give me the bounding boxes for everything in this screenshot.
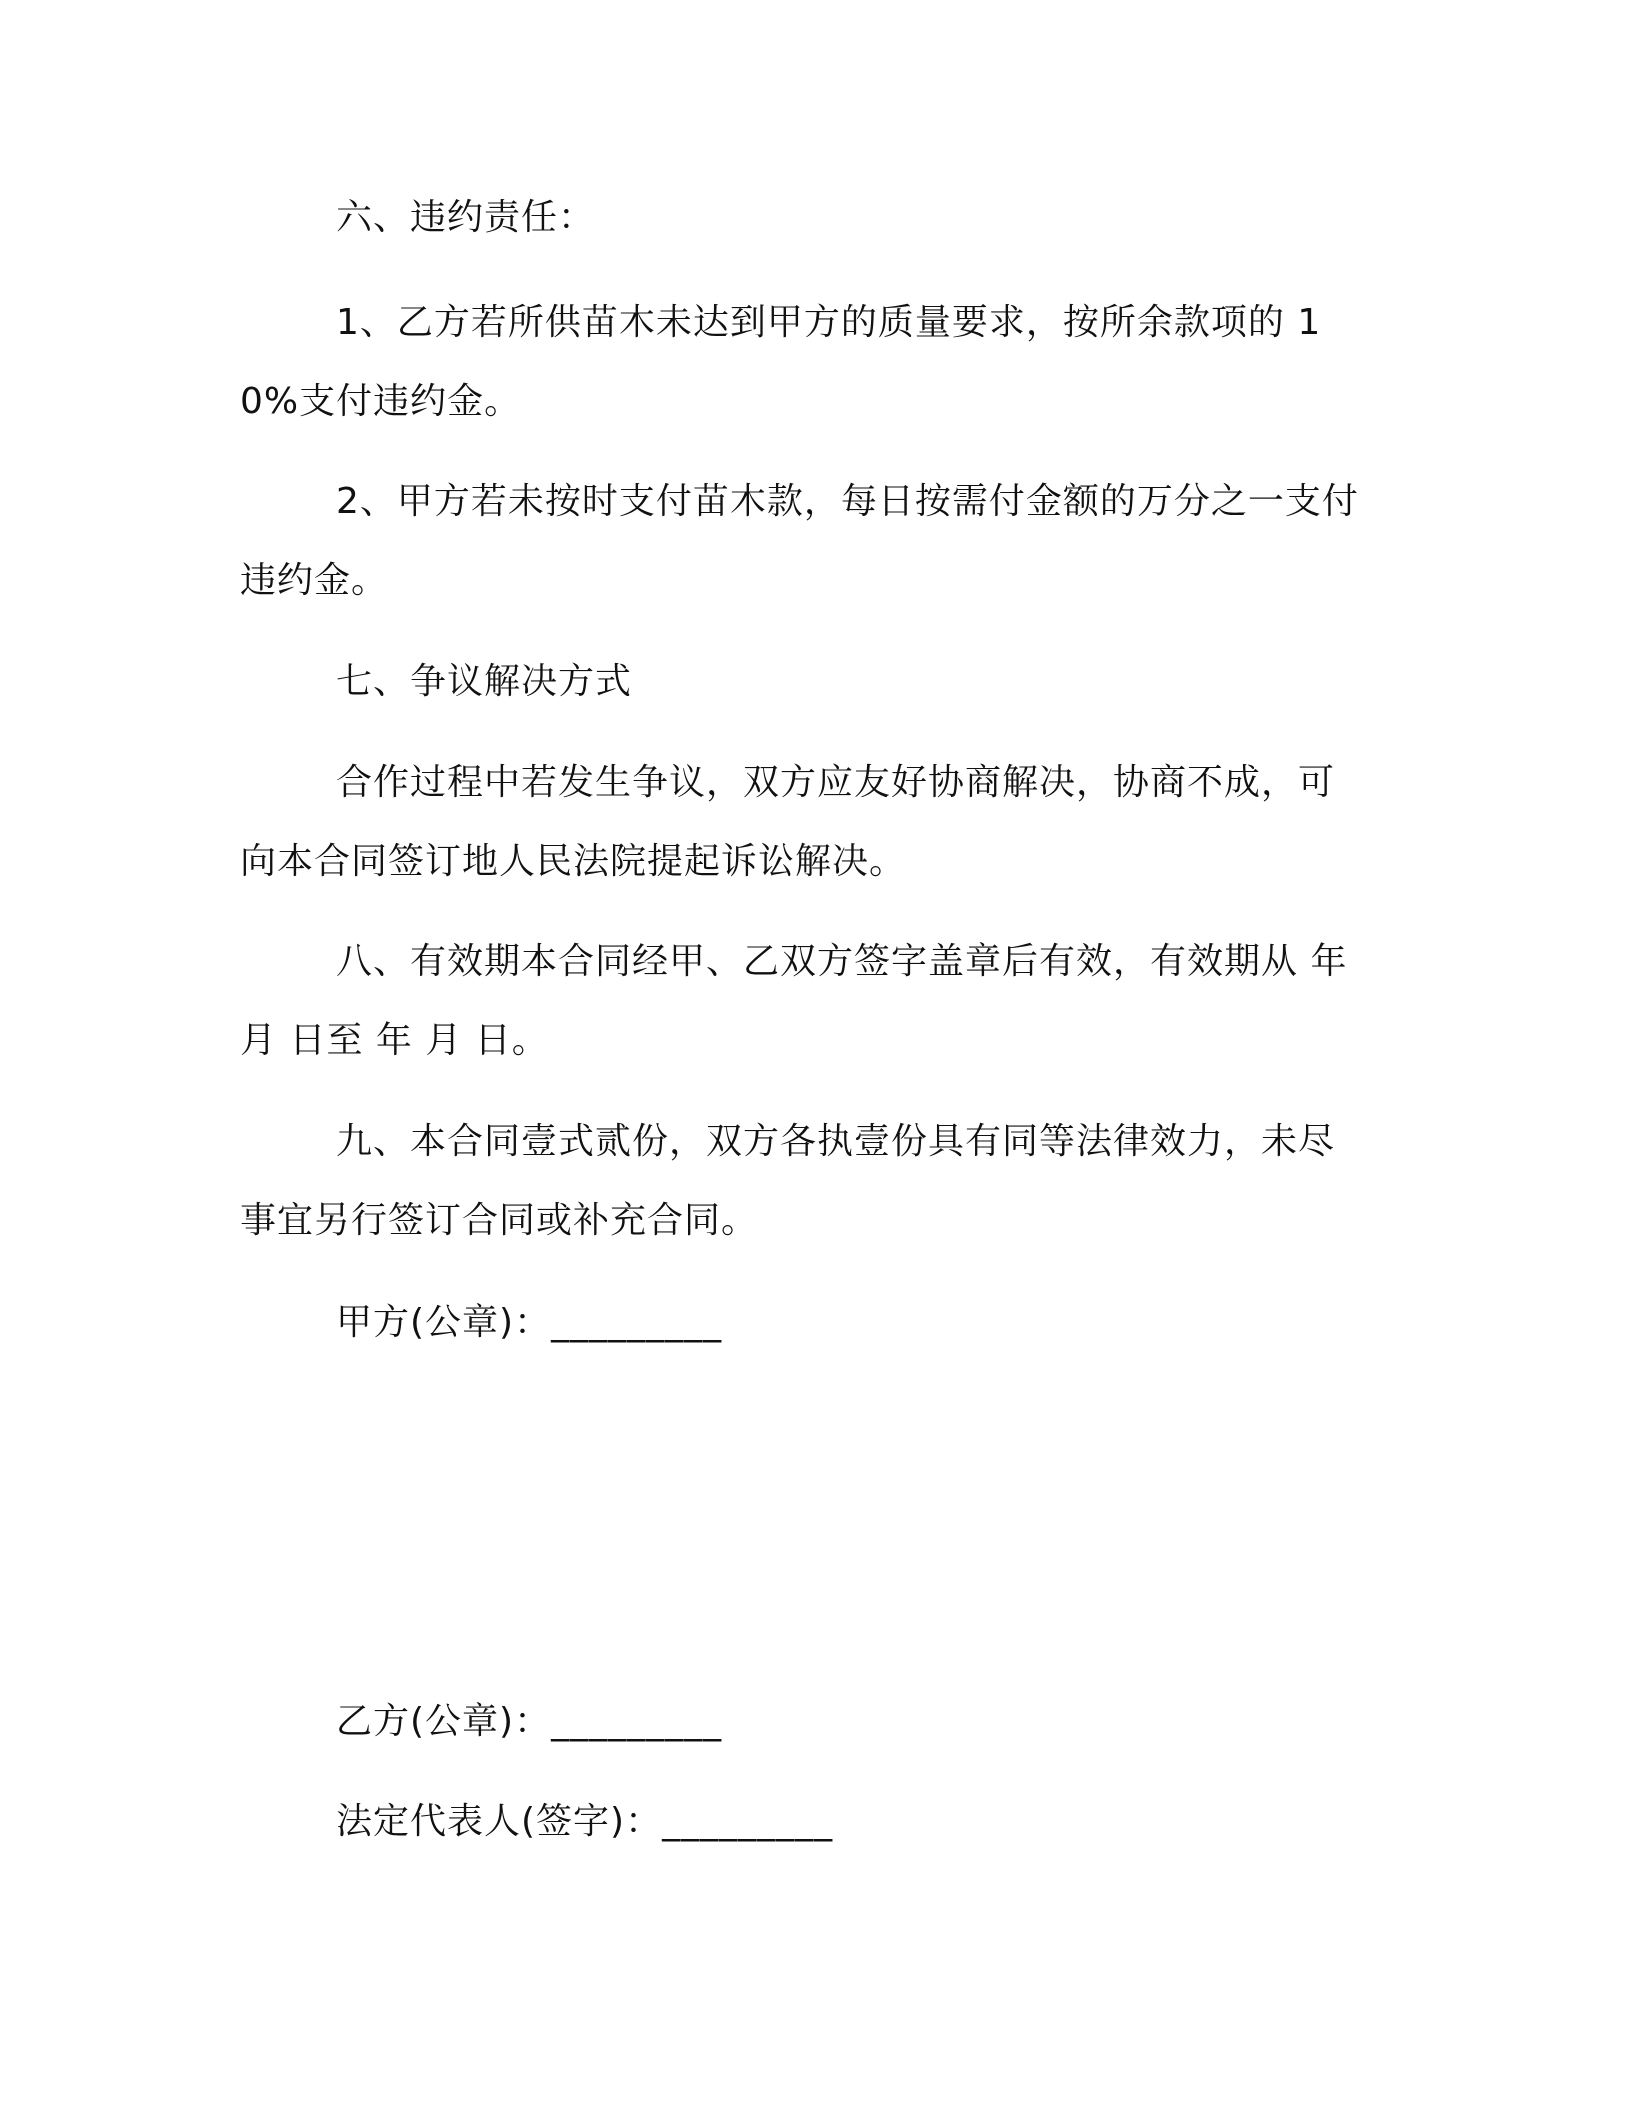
section-7-heading: 七、争议解决方式: [336, 661, 633, 702]
party-b-seal-line: 乙方(公章)：_________: [336, 1701, 723, 1742]
clause-7: 合作过程中若发生争议，双方应友好协商解决，协商不成，可向本合同签订地人民法院提起诉讼解决。: [240, 762, 1336, 882]
section-6-heading: 六、违约责任：: [336, 197, 596, 238]
clause-6-1: 1、乙方若所供苗木未达到甲方的质量要求，按所余款项的 10%支付违约金。: [240, 302, 1322, 422]
clause-6-2: 2、甲方若未按时支付苗木款，每日按需付金额的万分之一支付违约金。: [240, 481, 1359, 601]
party-a-seal-line: 甲方(公章)：_________: [336, 1302, 723, 1343]
clause-9: 九、本合同壹式贰份，双方各执壹份具有同等法律效力，未尽事宜另行签订合同或补充合同。: [240, 1121, 1336, 1241]
legal-representative-signature-line: 法定代表人(签字)：_________: [336, 1801, 834, 1842]
clause-8: 八、有效期本合同经甲、乙双方签字盖章后有效，有效期从 年 月 日至 年 月 日。: [240, 941, 1348, 1061]
